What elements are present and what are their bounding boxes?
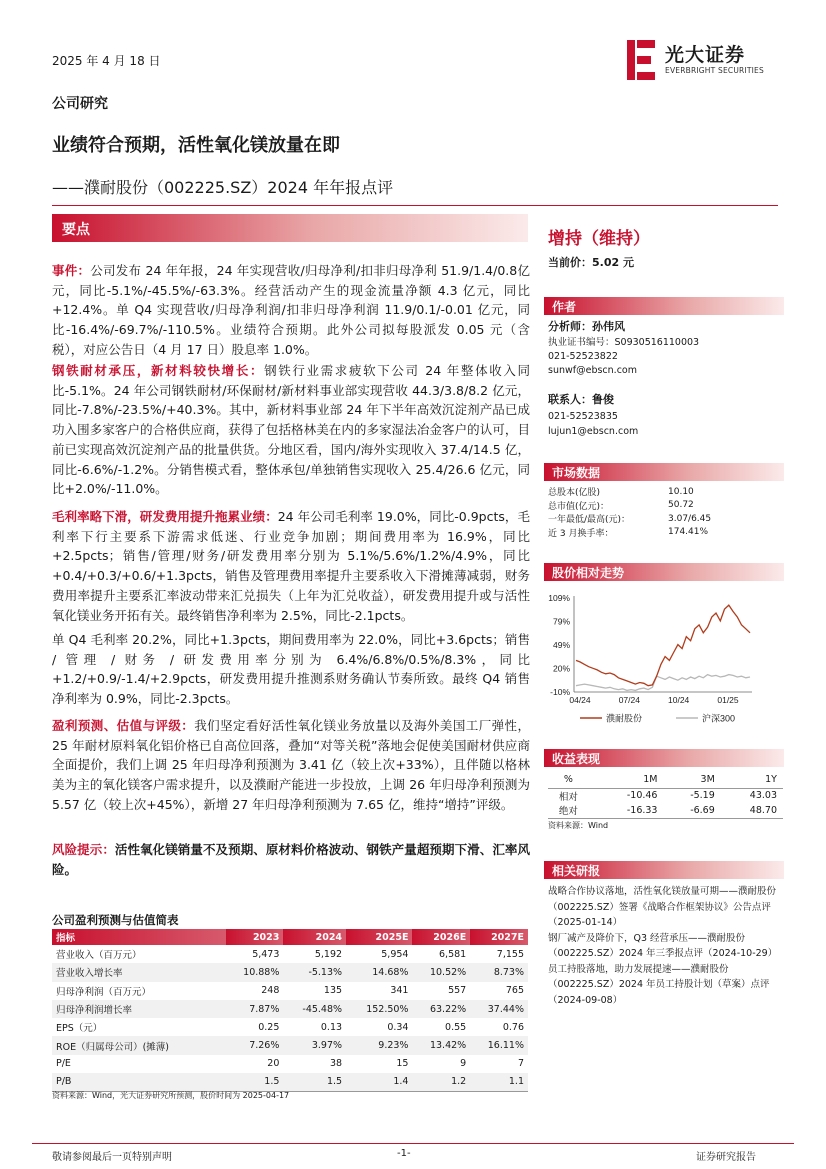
table-cell: -5.19	[690, 790, 715, 802]
table-row	[52, 1000, 528, 1018]
table-cell: -16.33	[595, 803, 664, 818]
paragraph-lead: 盈利预测、估值与评级：	[52, 718, 195, 733]
analyst-name: 分析师：孙伟风	[548, 320, 625, 333]
column-header: 2027E	[470, 929, 528, 945]
row-label: P/E	[56, 1058, 71, 1070]
paragraph-text: 24 年公司毛利率 19.0%，同比-0.9pcts，毛利率下行主要系下游需求低迷、行业竞争加剧；期间费用率为 16.9%，同比+2.5pcts；销售/管理/财务/研发费用率分别为 5.1%/5.6%/1.2%/4.9%，同比+0.4/+0.3/+0.6/+1.3pcts，销售及管理费用率提升主要系收入下滑摊薄减弱，财务费用率提升主要系汇率波动带来汇兑损失（上年为汇兑收益），研发费用提升或与活性氧化镁业务开拓有关。最终销售净利率为 2.5%，同比-2.1pcts。	[52, 509, 530, 623]
report-subtitle: ——濮耐股份（002225.SZ）2024 年年报点评	[52, 178, 394, 197]
related-reports-list	[548, 884, 784, 1008]
table-cell: -6.69	[663, 803, 720, 818]
table-cell: 10.52%	[412, 963, 470, 981]
forecast-table-title: 公司盈利预测与估值简表	[52, 913, 179, 927]
table-row	[52, 1055, 528, 1073]
column-header: 2026E	[412, 929, 470, 945]
market-data-bar	[544, 463, 784, 481]
table-cell: 0.13	[320, 1021, 343, 1033]
report-category: 公司研究	[52, 96, 108, 112]
brand-name-en: EVERBRIGHT SECURITIES	[665, 66, 764, 75]
table-cell: 135	[323, 985, 343, 997]
performance-heading: 收益表现	[552, 752, 601, 766]
column-header: 2023	[226, 929, 284, 945]
report-title: 业绩符合预期，活性氧化镁放量在即	[52, 135, 340, 156]
y-tick-label: -10%	[550, 687, 570, 697]
table-cell: 1.4	[346, 1073, 412, 1091]
table-row	[548, 512, 711, 526]
table-cell: 0.25	[258, 1021, 280, 1033]
stock-chart-heading: 股价相对走势	[552, 566, 625, 580]
page-number: -1-	[397, 1148, 411, 1159]
market-value: 174.41%	[668, 527, 709, 538]
column-header: 1M	[595, 772, 664, 788]
table-cell: 7,155	[496, 948, 524, 960]
authors-bar	[544, 297, 784, 315]
table-cell: 9	[460, 1058, 467, 1070]
row-label: 营业收入增长率	[52, 963, 226, 981]
table-row	[52, 1073, 528, 1091]
column-header: 3M	[663, 772, 720, 788]
table-row	[548, 788, 783, 803]
market-value: 3.07/6.45	[668, 513, 712, 524]
paragraph-lead: 毛利率略下滑，研发费用提升拖累业绩：	[52, 509, 278, 524]
y-tick-label: 109%	[548, 593, 570, 603]
table-cell: 248	[261, 985, 280, 997]
row-label: 归母净利润（百万元）	[56, 986, 152, 998]
table-cell: 1.2	[412, 1073, 470, 1091]
table-header-row	[548, 772, 783, 788]
series-line	[576, 675, 750, 691]
table-row	[548, 526, 711, 540]
paragraph-lead: 钢铁耐材承压，新材料较快增长：	[52, 363, 265, 378]
analyst-email[interactable]: sunwf@ebscn.com	[548, 365, 637, 376]
table-cell: 7.87%	[226, 1000, 284, 1018]
table-row	[52, 945, 528, 963]
column-header: 2025E	[346, 929, 412, 945]
series-line	[576, 605, 750, 686]
y-tick-label: 20%	[552, 663, 570, 674]
table-row	[548, 485, 711, 499]
key-points-heading: 要点	[62, 222, 90, 238]
table-cell: 20	[267, 1058, 280, 1070]
legend-label: 沪深300	[702, 713, 736, 724]
table-cell: 557	[448, 985, 467, 997]
market-key: 总股本(亿股)	[548, 488, 601, 499]
x-tick-label: 10/24	[668, 695, 690, 705]
paragraph-lead: 风险提示：	[52, 842, 115, 857]
column-header: 指标	[52, 929, 226, 945]
paragraph-text: 公司发布 24 年年报，24 年实现营收/归母净利/扣非归母净利 51.9/1.4/0.8亿元，同比-5.1%/-45.5%/-63.3%。经营活动产生的现金流量净额 4.3 亿元，同比+12.4%。单 Q4 实现营收/归母净利润/扣非归母净利润 11.9/0.1/-0.01 亿元，同比-16.4%/-69.7%/-110.5%。业绩符合预期。此外公司拟每股派发 0.05 元（含税），对应公告日（4 月 17 日）股息率 1.0%。	[52, 263, 530, 357]
paragraph-margin	[52, 507, 530, 625]
table-cell: -5.13%	[283, 963, 346, 981]
forecast-table	[52, 929, 528, 1092]
market-key: 近 3 月换手率：	[548, 528, 614, 539]
table-cell: 1.5	[226, 1073, 284, 1091]
paragraph-text: 钢铁行业需求疲软下公司 24 年整体收入同比-5.1%。24 年公司钢铁耐材/环保耐材/新材料事业部实现营收 44.3/3.8/8.2 亿元，同比-7.8%/-23.5%/+40.3%。其中，新材料事业部 24 年下半年高效沉淀剂产品已成功入围多家客户的合格供应商，获得了包括格林美在内的多家湿法冶金客户的认可，目前已实现高效沉淀剂产品的批量供货。分地区看，国内/海外实现收入 37.4/14.5 亿，同比-6.6%/-1.2%。分销售模式看，整体承包/单独销售实现收入 25.4/26.6 亿元，同比+2.0%/-11.0%。	[52, 363, 530, 497]
table-cell: 0.76	[502, 1021, 524, 1033]
table-cell: 16.11%	[470, 1036, 528, 1054]
table-row	[52, 1018, 528, 1036]
table-cell: 0.55	[445, 1021, 467, 1033]
table-cell: -45.48%	[283, 1000, 346, 1018]
paragraph-revenue	[52, 361, 530, 499]
table-cell: 7.26%	[226, 1036, 284, 1054]
market-key: 总市值(亿元)：	[548, 501, 610, 512]
table-cell: 13.42%	[412, 1036, 470, 1054]
table-cell: 相对	[558, 791, 578, 803]
paragraph-text: 活性氧化镁销量不及预期、原材料价格波动、钢铁产量超预期下滑、汇率风险。	[52, 842, 530, 877]
performance-table	[548, 772, 783, 819]
table-cell: 43.03	[749, 790, 777, 802]
brand-name-cn: 光大证券	[665, 44, 746, 66]
table-row	[548, 803, 783, 818]
paragraph-text: 我们坚定看好活性氧化镁业务放量以及海外美国工厂弹性，25 年耐材原料氧化铝价格已自高位回落，叠加“对等关税”落地会促使美国耐材供应商全面提价，我们上调 25 年归母净利预测为 3.41 亿（较上次+33%），且伴随以格林美为主的氧化镁客户需求提升，以及濮耐产能进一步投放，上调 26 年归母净利预测为 5.57 亿（较上次+45%），新增 27 年归母净利预测为 7.65 亿，维持“增持”评级。	[52, 718, 530, 812]
paragraph-forecast	[52, 716, 530, 815]
table-row	[52, 1036, 528, 1054]
row-label: 营业收入（百万元）	[56, 950, 142, 962]
table-header-row	[52, 929, 528, 945]
header-divider	[52, 205, 778, 206]
related-report-link[interactable]: 战略合作协议落地，活性氧化镁放量可期——濮耐股份（002225.SZ）签署《战略合作框架协议》公告点评（2025-01-14）	[548, 886, 777, 928]
table-cell: 6,581	[439, 948, 467, 960]
table-cell: 5,473	[252, 948, 280, 960]
table-cell: 7	[517, 1058, 524, 1070]
row-label: P/B	[52, 1073, 226, 1091]
footer-report-type: 证券研究报告	[696, 1152, 756, 1163]
table-cell: 0.34	[387, 1021, 409, 1033]
row-label: 归母净利润增长率	[52, 1000, 226, 1018]
stock-relative-chart	[544, 588, 784, 738]
footer-divider	[32, 1143, 794, 1144]
table-cell: 765	[505, 985, 524, 997]
table-row	[52, 982, 528, 1000]
market-data-heading: 市场数据	[552, 466, 601, 480]
table-cell: 37.44%	[470, 1000, 528, 1018]
rating: 增持（维持）	[548, 229, 650, 249]
legend-label: 濮耐股份	[606, 713, 643, 724]
related-report-link[interactable]: 钢厂减产及降价下，Q3 经营承压——濮耐股份（002225.SZ）2024 年三季报点评（2024-10-29）	[548, 932, 778, 959]
market-key: 一年最低/最高(元)：	[548, 515, 631, 526]
performance-source: 资料来源：Wind	[548, 821, 609, 830]
market-value: 10.10	[668, 486, 694, 497]
paragraph-risk	[52, 840, 530, 879]
report-date: 2025 年 4 月 18 日	[52, 54, 161, 68]
analyst-phone: 021-52523822	[548, 351, 618, 362]
table-cell: 15	[396, 1058, 409, 1070]
column-header: %	[548, 772, 595, 788]
table-cell: 5,954	[381, 948, 409, 960]
table-cell: 1.5	[283, 1073, 346, 1091]
paragraph-lead: 事件：	[52, 263, 91, 278]
x-tick-label: 01/25	[717, 695, 739, 705]
brand-logo	[625, 38, 785, 82]
column-header: 2024	[283, 929, 346, 945]
table-cell: 3.97%	[283, 1036, 346, 1054]
stock-chart-bar	[544, 563, 784, 581]
row-label: ROE（归属母公司）(摊薄)	[52, 1036, 226, 1054]
market-value: 50.72	[668, 500, 694, 511]
table-cell: 5,192	[314, 948, 343, 960]
y-tick-label: 79%	[552, 616, 570, 627]
table-cell: 341	[390, 985, 409, 997]
forecast-source: 资料来源：Wind，光大证券研究所预测，股价时间为 2025-04-17	[52, 1091, 290, 1100]
table-cell: 48.70	[721, 803, 783, 818]
table-cell: 9.23%	[346, 1036, 412, 1054]
table-cell: -10.46	[626, 790, 658, 802]
table-cell: 14.68%	[346, 963, 412, 981]
related-reports-bar	[544, 861, 784, 879]
table-cell: 38	[329, 1058, 343, 1070]
table-cell: 绝对	[548, 803, 595, 818]
footer-disclaimer: 敬请参阅最后一页特别声明	[52, 1152, 172, 1163]
authors-heading: 作者	[552, 300, 577, 314]
row-label: EPS（元）	[56, 1023, 103, 1035]
current-price: 当前价：5.02 元	[548, 256, 634, 269]
paragraph-event	[52, 261, 530, 360]
y-tick-label: 49%	[552, 640, 570, 650]
contact-name: 联系人：鲁俊	[548, 393, 614, 406]
column-header: 1Y	[721, 772, 783, 788]
contact-email[interactable]: lujun1@ebscn.com	[548, 426, 639, 437]
everbright-logo-icon	[625, 38, 659, 82]
performance-bar	[544, 749, 784, 767]
paragraph-q4	[52, 630, 530, 709]
related-reports-heading: 相关研报	[552, 864, 601, 878]
table-cell: 10.88%	[226, 963, 284, 981]
x-tick-label: 07/24	[618, 695, 640, 705]
table-row	[548, 499, 711, 513]
contact-phone: 021-52523835	[548, 411, 618, 422]
key-points-bar	[52, 214, 528, 242]
table-row	[52, 963, 528, 981]
table-cell: 1.1	[470, 1073, 528, 1091]
paragraph-text: 单 Q4 毛利率 20.2%，同比+1.3pcts，期间费用率为 22.0%，同比+3.6pcts；销售 / 管理 / 财务 / 研发费用率分别为 6.4%/6.8%/0.5%/8.3%，同比+1.2/+0.9/-1.4/+2.9pcts，研发费用提升推测系财务确认节奏所致。最终 Q4 销售净利率为 0.9%，同比-2.3pcts。	[52, 632, 530, 707]
table-cell: 152.50%	[346, 1000, 412, 1018]
table-cell: 63.22%	[412, 1000, 470, 1018]
related-report-link[interactable]: 员工持股落地，助力发展提速——濮耐股份（002225.SZ）2024 年员工持股计划（草案）点评（2024-09-08）	[548, 963, 770, 1006]
table-cell: 8.73%	[470, 963, 528, 981]
analyst-cert: 执业证书编号：S0930516110003	[548, 337, 700, 348]
market-data-table	[548, 485, 711, 539]
x-tick-label: 04/24	[569, 695, 591, 705]
